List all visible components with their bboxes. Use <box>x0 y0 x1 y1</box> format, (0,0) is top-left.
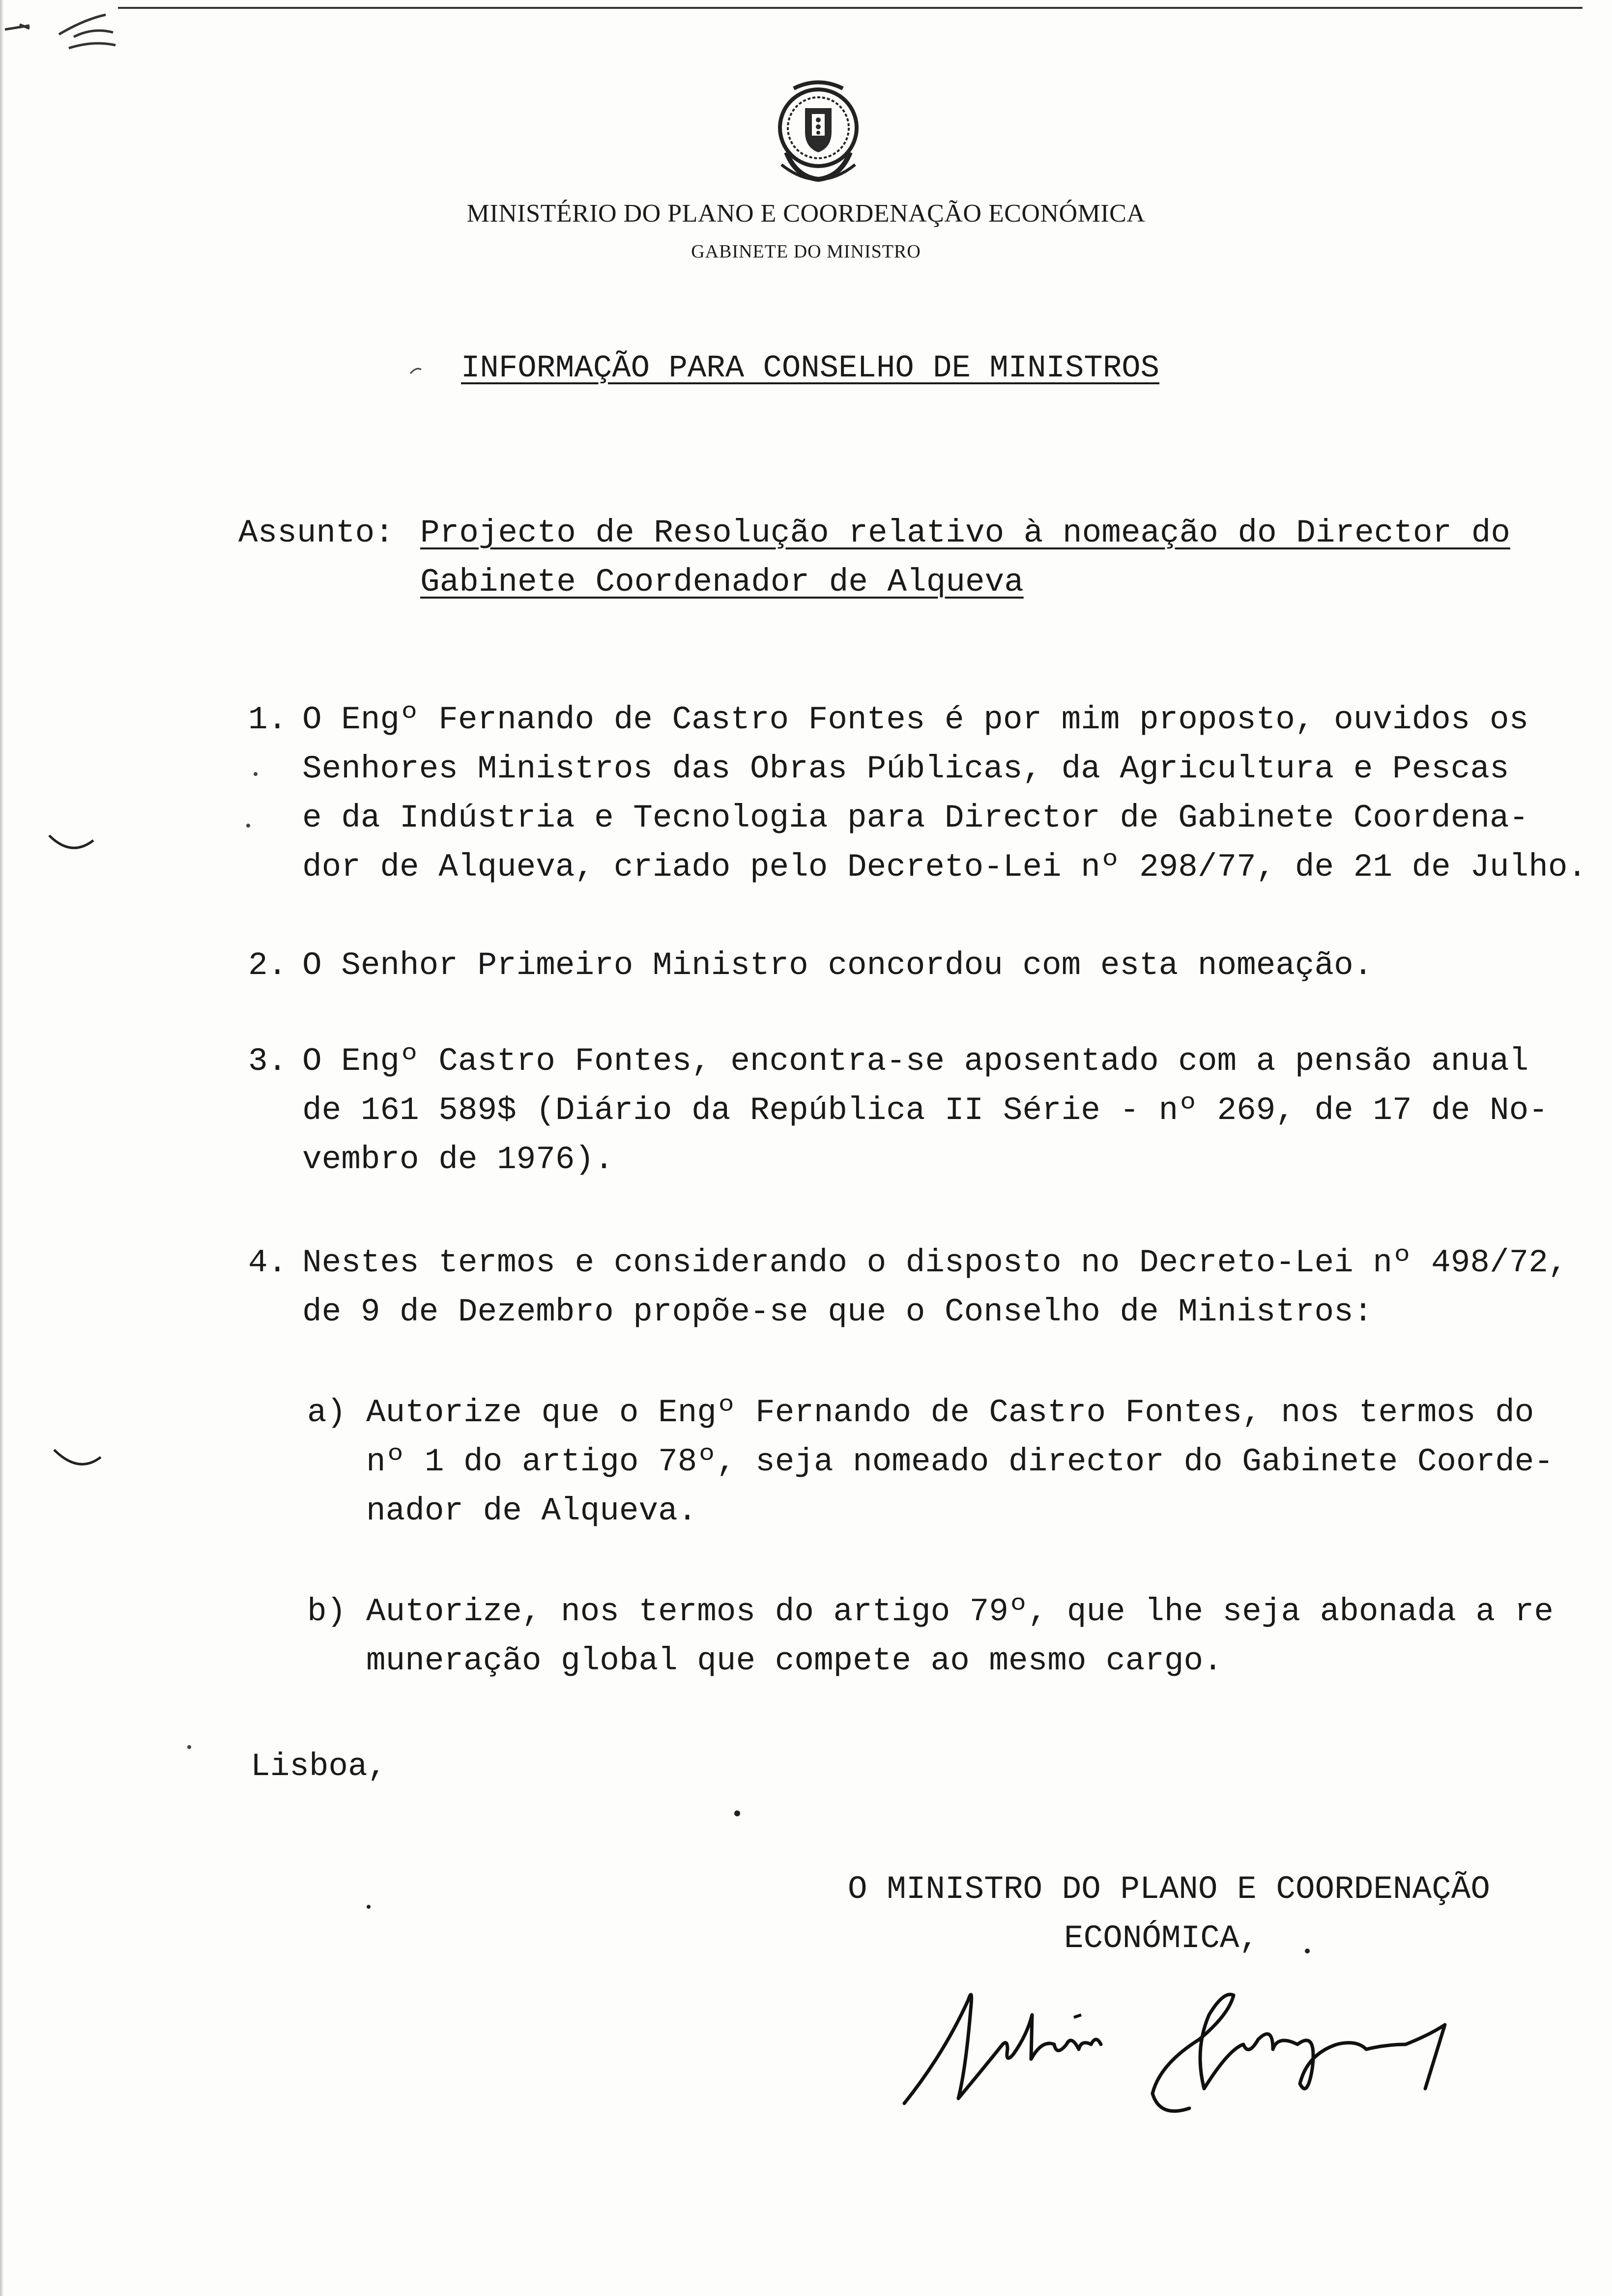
paragraph-line: O Senhor Primeiro Ministro concordou com esta nomeação. <box>302 947 1373 984</box>
paragraph-line: vembro de 1976). <box>302 1141 614 1178</box>
item-line: nº 1 do artigo 78º, seja nomeado director do Gabinete Coorde- <box>366 1443 1554 1480</box>
item-line: Autorize que o Engº Fernando de Castro Fontes, nos termos do <box>366 1394 1534 1431</box>
document-title: INFORMAÇÃO PARA CONSELHO DE MINISTROS <box>461 351 1160 386</box>
paragraph-line: O Engº Fernando de Castro Fontes é por mim proposto, ouvidos os <box>302 701 1529 738</box>
subject-line: Gabinete Coordenador de Alqueva <box>420 564 1024 601</box>
paragraph-line: Senhores Ministros das Obras Públicas, da Agricultura e Pescas <box>302 750 1509 787</box>
place-line: Lisboa, <box>251 1748 387 1785</box>
subject-label: Assunto: <box>238 515 394 551</box>
paragraph-line: O Engº Castro Fontes, encontra-se aposentado com a pensão anual <box>302 1043 1529 1080</box>
paragraph-number: 2. <box>248 947 288 984</box>
item-letter: b) <box>307 1593 346 1630</box>
ministry-name: MINISTÉRIO DO PLANO E COORDENAÇÃO ECONÓMICA <box>466 200 1146 228</box>
paragraph-line: dor de Alqueva, criado pelo Decreto-Lei nº 298/77, de 21 de Julho. <box>302 849 1587 886</box>
paragraph-number: 4. <box>248 1244 288 1281</box>
item-line: Autorize, nos termos do artigo 79º, que lhe seja abonada a re <box>366 1593 1554 1630</box>
cabinet-name: GABINETE DO MINISTRO <box>691 241 921 262</box>
paragraph-line: Nestes termos e considerando o disposto no Decreto-Lei nº 498/72, <box>302 1244 1568 1281</box>
signatory-role: O MINISTRO DO PLANO E COORDENAÇÃO <box>848 1871 1491 1908</box>
paragraph-line: de 161 589$ (Diário da República II Série - nº 269, de 17 de No- <box>302 1092 1548 1129</box>
item-line: muneração global que compete ao mesmo cargo. <box>366 1642 1223 1679</box>
item-line: nador de Alqueva. <box>366 1492 697 1529</box>
paragraph-line: e da Indústria e Tecnologia para Director de Gabinete Coordena- <box>302 800 1529 836</box>
paragraph-line: de 9 de Dezembro propõe-se que o Conselho de Ministros: <box>302 1293 1373 1330</box>
signatory-role: ECONÓMICA, <box>1064 1920 1259 1957</box>
item-letter: a) <box>307 1394 346 1431</box>
paragraph-number: 1. <box>248 701 288 738</box>
paragraph-number: 3. <box>248 1043 288 1080</box>
subject-line: Projecto de Resolução relativo à nomeação do Director do <box>420 515 1510 551</box>
